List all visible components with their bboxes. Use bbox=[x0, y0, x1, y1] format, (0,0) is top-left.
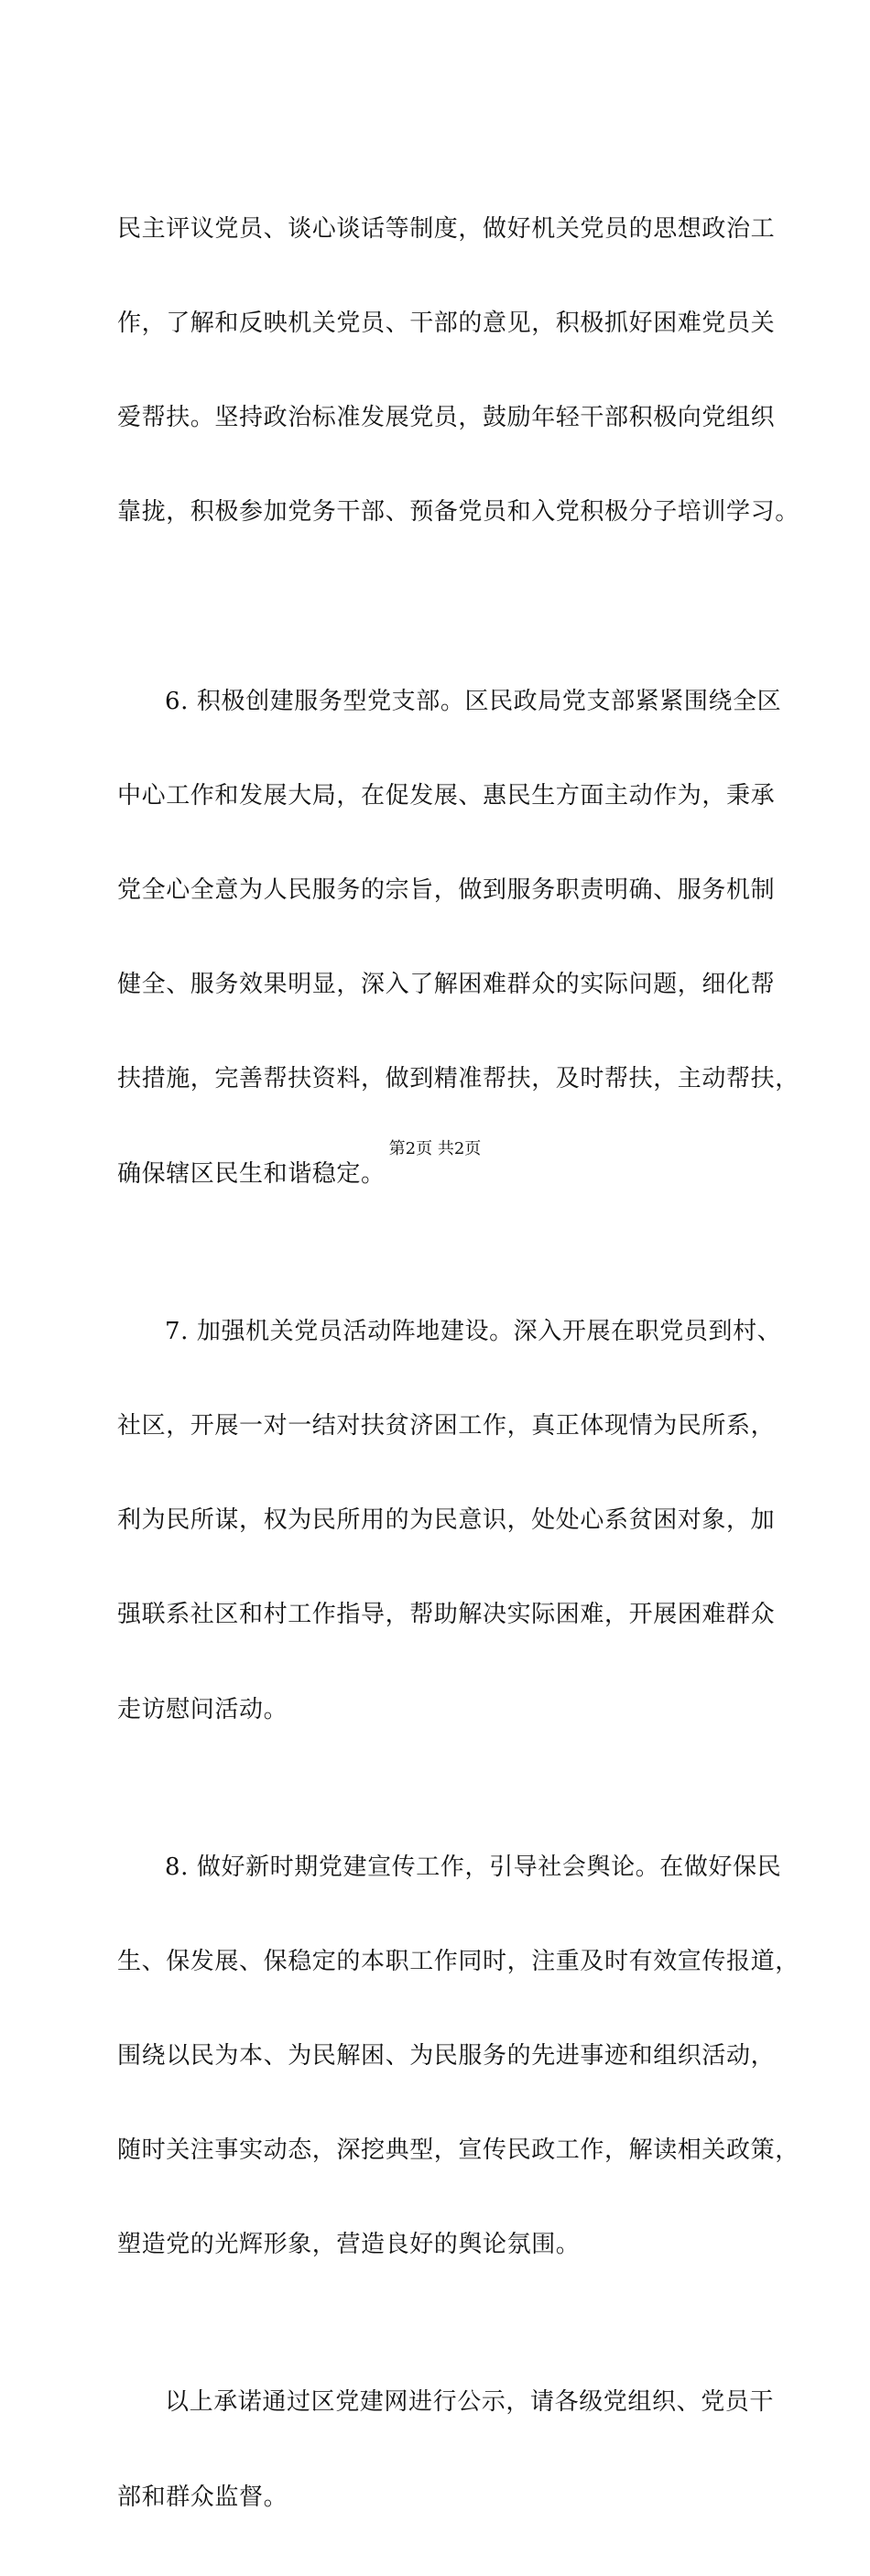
text-line: 走访慰问活动。 bbox=[117, 1695, 288, 1723]
page-number-label: 第2页 共2页 bbox=[388, 1139, 482, 1158]
text-line: 作，了解和反映机关党员、干部的意见，积极抓好困难党员关 bbox=[117, 310, 776, 338]
text-line: 以上承诺通过区党建网进行公示，请各级党组织、党员干 bbox=[165, 2388, 775, 2417]
text-line: 7. 加强机关党员活动阵地建设。深入开展在职党员到村、 bbox=[165, 1317, 782, 1345]
text-line: 爱帮扶。坚持政治标准发展党员，鼓励年轻干部积极向党组织 bbox=[117, 404, 776, 432]
text-line: 中心工作和发展大局，在促发展、惠民生方面主动作为，秉承 bbox=[117, 781, 776, 810]
paragraph-continued bbox=[117, 150, 799, 592]
paragraph-closing bbox=[117, 2324, 775, 2576]
paragraph-item-7 bbox=[117, 1253, 782, 1788]
text-line: 塑造党的光辉形象，营造良好的舆论氛围。 bbox=[117, 2231, 581, 2259]
text-line: 生、保发展、保稳定的本职工作同时，注重及时有效宣传报道， bbox=[117, 1947, 799, 1975]
text-line: 党全心全意为人民服务的宗旨，做到服务职责明确、服务机制 bbox=[117, 875, 776, 904]
text-line: 8. 做好新时期党建宣传工作，引导社会舆论。在做好保民 bbox=[165, 1853, 782, 1881]
text-line: 围绕以民为本、为民解困、为民服务的先进事迹和组织活动， bbox=[117, 2041, 776, 2070]
text-line: 社区，开展一对一结对扶贫济困工作，真正体现情为民所系， bbox=[117, 1411, 776, 1440]
text-line: 随时关注事实动态，深挖典型，宣传民政工作，解读相关政策， bbox=[117, 2136, 799, 2165]
text-line: 强联系社区和村工作指导，帮助解决实际困难，开展困难群众 bbox=[117, 1601, 776, 1629]
text-line: 6. 积极创建服务型党支部。区民政局党支部紧紧围绕全区 bbox=[165, 687, 782, 715]
text-line: 靠拢，积极参加党务干部、预备党员和入党积极分子培训学习。 bbox=[117, 498, 799, 527]
document-body bbox=[117, 150, 799, 2576]
page-footer bbox=[0, 1139, 870, 1159]
text-line: 部和群众监督。 bbox=[117, 2483, 288, 2511]
text-line: 健全、服务效果明显，深入了解困难群众的实际问题，细化帮 bbox=[117, 971, 776, 999]
text-line: 利为民所谋，权为民所用的为民意识，处处心系贫困对象，加 bbox=[117, 1506, 776, 1535]
text-line: 扶措施，完善帮扶资料，做到精准帮扶，及时帮扶，主动帮扶， bbox=[117, 1065, 799, 1093]
text-line: 民主评议党员、谈心谈话等制度，做好机关党员的思想政治工 bbox=[117, 214, 776, 243]
text-line: 确保辖区民生和谐稳定。 bbox=[117, 1159, 386, 1188]
paragraph-gap bbox=[117, 592, 758, 623]
paragraph-item-8 bbox=[117, 1788, 799, 2324]
